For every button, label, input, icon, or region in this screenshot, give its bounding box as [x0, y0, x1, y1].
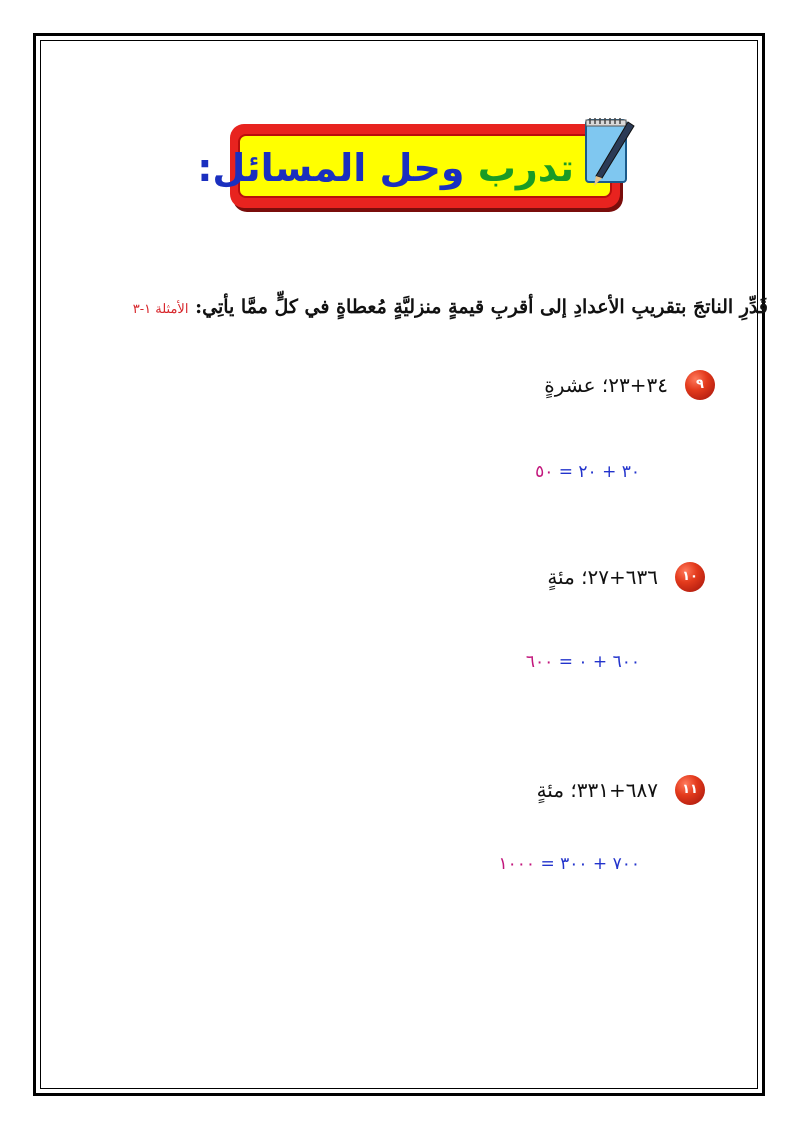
answer-expression: ٣٠ + ٢٠ = [558, 462, 640, 482]
question-9 [400, 370, 720, 410]
title-banner-inner [197, 134, 612, 198]
answer-expression: ٧٠٠ + ٣٠٠ = [540, 854, 640, 874]
question-11 [380, 775, 710, 815]
answer-11 [420, 852, 640, 876]
notepad-pencil-icon [580, 110, 638, 190]
instruction-line [50, 296, 768, 336]
answer-result: ١٠٠٠ [498, 854, 536, 874]
question-text: ٦٣٦+٢٧؛ مئةٍ [547, 565, 658, 589]
question-text: ٣٤+٢٣؛ عشرةٍ [544, 373, 668, 397]
answer-9 [480, 460, 640, 484]
answer-result: ٦٠٠ [525, 652, 554, 672]
instruction-text: قَدِّرِ الناتجَ بتقريبِ الأعدادِ إلى أقربِ قيمةٍ منزليَّةٍ مُعطاةٍ في كلٍّ ممَّا يأتِي: [195, 296, 768, 318]
answer-expression: ٦٠٠ + ٠ = [558, 652, 640, 672]
question-text: ٦٨٧+٣٣١؛ مئةٍ [536, 778, 658, 802]
title-banner [197, 124, 620, 208]
examples-reference: الأمثلة ١-٣ [132, 302, 189, 317]
question-number-badge: ١١ [675, 775, 705, 805]
question-10 [400, 562, 710, 602]
question-number-badge: ٩ [685, 370, 715, 400]
title-word-practice: تدرب [477, 146, 574, 190]
answer-10 [470, 650, 640, 674]
page-title [197, 140, 574, 196]
answer-result: ٥٠ [535, 462, 554, 482]
question-number-badge: ١٠ [675, 562, 705, 592]
title-word-solve: وحل المسائل: [197, 146, 465, 190]
